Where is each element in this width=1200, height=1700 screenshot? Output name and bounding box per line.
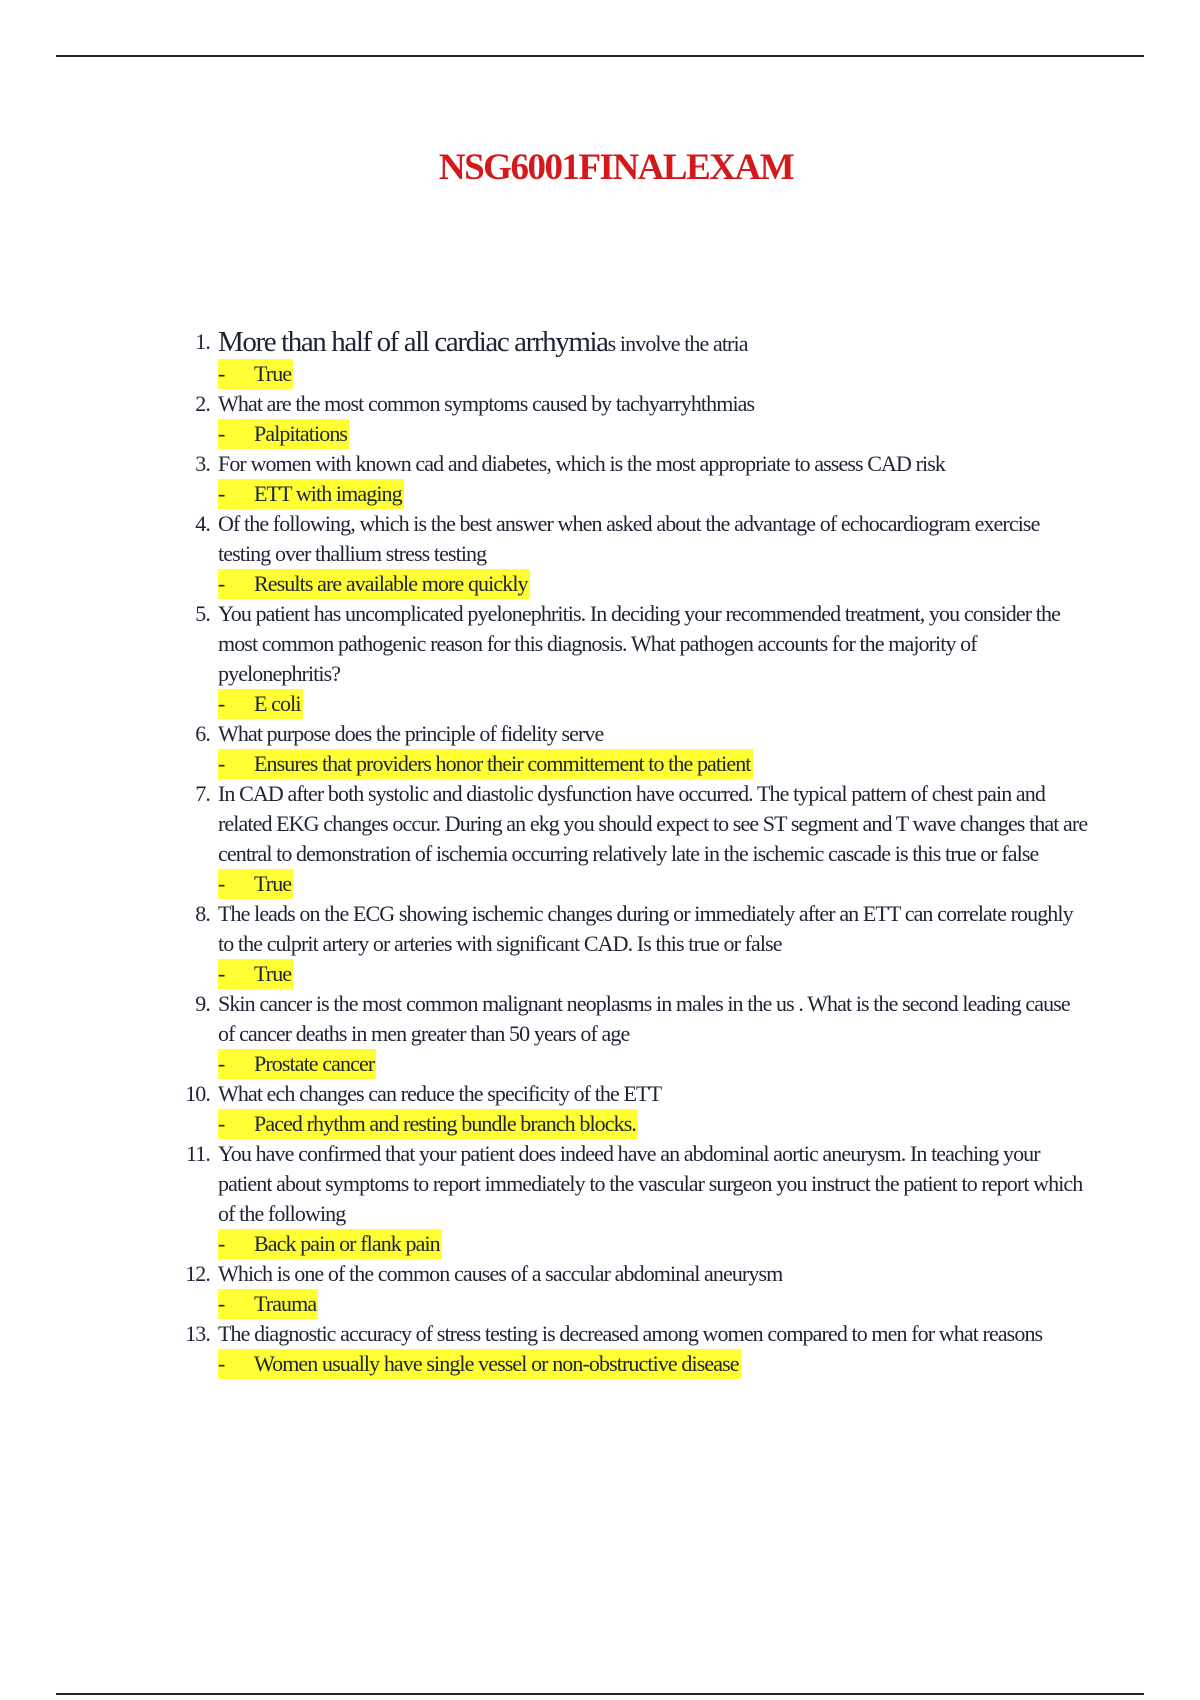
question-item bbox=[170, 1139, 1090, 1259]
question-text: What ech changes can reduce the specificity of the ETT bbox=[218, 1081, 662, 1106]
question-number: 10. bbox=[185, 1081, 210, 1106]
answer-highlight bbox=[218, 419, 349, 449]
answer-text: Trauma bbox=[254, 1291, 317, 1316]
question-number: 3. bbox=[195, 451, 210, 476]
question-lead-text: More than half of all cardiac arrhymia bbox=[218, 326, 608, 358]
question-text: You patient has uncomplicated pyelonephritis. In deciding your recommended treatment, you consider the most common pathogenic reason for this diagnosis. What pathogen accounts for the majority of pyelonephritis? bbox=[218, 601, 1060, 686]
question-number: 2. bbox=[195, 391, 210, 416]
question-item bbox=[170, 899, 1090, 989]
answer-text: Palpitations bbox=[254, 421, 348, 446]
question-item bbox=[170, 327, 1090, 389]
answer-dash: - bbox=[218, 1231, 225, 1256]
answer-dash: - bbox=[218, 571, 225, 596]
answer-highlight bbox=[218, 959, 293, 989]
footer-rule bbox=[56, 1693, 1144, 1695]
answer-dash: - bbox=[218, 871, 225, 896]
question-number: 6. bbox=[195, 721, 210, 746]
answer-highlight bbox=[218, 1049, 376, 1079]
answer-text: Results are available more quickly bbox=[254, 571, 528, 596]
question-list bbox=[170, 327, 1090, 1379]
question-text: In CAD after both systolic and diastolic dysfunction have occurred. The typical pattern of chest pain and related EKG changes occur. During an ekg you should expect to see ST segment and T wave changes that are central to demonstration of ischemia occurring relatively late in the ischemic cascade is this true or false bbox=[218, 781, 1088, 866]
question-text: For women with known cad and diabetes, which is the most appropriate to assess CAD risk bbox=[218, 451, 946, 476]
answer-text: E coli bbox=[254, 691, 301, 716]
answer-dash: - bbox=[218, 1351, 225, 1376]
answer-text: Women usually have single vessel or non-obstructive disease bbox=[254, 1351, 739, 1376]
answer-text: True bbox=[254, 361, 292, 386]
question-number: 5. bbox=[195, 601, 210, 626]
question-item bbox=[170, 599, 1090, 719]
answer-highlight bbox=[218, 1289, 318, 1319]
header-rule bbox=[56, 55, 1144, 57]
answer-highlight bbox=[218, 749, 753, 779]
question-item bbox=[170, 389, 1090, 449]
answer-text: True bbox=[254, 961, 292, 986]
question-text: The diagnostic accuracy of stress testing is decreased among women compared to men for what reasons bbox=[218, 1321, 1043, 1346]
question-text: Skin cancer is the most common malignant neoplasms in males in the us . What is the second leading cause of cancer deaths in men greater than 50 years of age bbox=[218, 991, 1070, 1046]
question-number: 12. bbox=[185, 1261, 210, 1286]
answer-highlight bbox=[218, 359, 293, 389]
answer-dash: - bbox=[218, 961, 225, 986]
question-number: 8. bbox=[195, 901, 210, 926]
answer-dash: - bbox=[218, 1051, 225, 1076]
question-text: Of the following, which is the best answer when asked about the advantage of echocardiogram exercise testing over thallium stress testing bbox=[218, 511, 1040, 566]
question-item bbox=[170, 1319, 1090, 1379]
answer-dash: - bbox=[218, 1111, 225, 1136]
answer-highlight bbox=[218, 1109, 638, 1139]
answer-text: Back pain or flank pain bbox=[254, 1231, 440, 1256]
question-number: 13. bbox=[185, 1321, 210, 1346]
answer-text: ETT with imaging bbox=[254, 481, 402, 506]
question-text: You have confirmed that your patient does indeed have an abdominal aortic aneurysm. In teaching your patient about symptoms to report immediately to the vascular surgeon you instruct the patient to report which of the following bbox=[218, 1141, 1083, 1226]
question-number: 9. bbox=[195, 991, 210, 1016]
question-number: 11. bbox=[186, 1141, 210, 1166]
answer-dash: - bbox=[218, 1291, 225, 1316]
question-item bbox=[170, 449, 1090, 509]
question-number: 4. bbox=[195, 511, 210, 536]
answer-text: Ensures that providers honor their committement to the patient bbox=[254, 751, 751, 776]
answer-dash: - bbox=[218, 421, 225, 446]
answer-highlight bbox=[218, 689, 303, 719]
question-text: What purpose does the principle of fidelity serve bbox=[218, 721, 604, 746]
answer-dash: - bbox=[218, 361, 225, 386]
answer-dash: - bbox=[218, 691, 225, 716]
question-item bbox=[170, 509, 1090, 599]
question-item bbox=[170, 779, 1090, 899]
answer-highlight bbox=[218, 569, 530, 599]
question-text bbox=[218, 327, 1090, 359]
answer-text: Prostate cancer bbox=[254, 1051, 375, 1076]
answer-highlight bbox=[218, 479, 404, 509]
question-number: 1. bbox=[195, 329, 210, 354]
question-item bbox=[170, 989, 1090, 1079]
answer-text: Paced rhythm and resting bundle branch blocks. bbox=[254, 1111, 636, 1136]
answer-dash: - bbox=[218, 751, 225, 776]
question-text-tail: s involve the atria bbox=[607, 331, 748, 356]
answer-dash: - bbox=[218, 481, 225, 506]
question-item bbox=[170, 719, 1090, 779]
answer-highlight bbox=[218, 1349, 741, 1379]
question-text: The leads on the ECG showing ischemic changes during or immediately after an ETT can correlate roughly to the culprit artery or arteries with significant CAD. Is this true or false bbox=[218, 901, 1073, 956]
question-text: Which is one of the common causes of a saccular abdominal aneurysm bbox=[218, 1261, 783, 1286]
answer-highlight bbox=[218, 1229, 442, 1259]
answer-highlight bbox=[218, 869, 293, 899]
question-number: 7. bbox=[195, 781, 210, 806]
page-title: NSG6001FINALEXAM bbox=[438, 147, 794, 188]
question-item bbox=[170, 1079, 1090, 1139]
question-text: What are the most common symptoms caused by tachyarryhthmias bbox=[218, 391, 755, 416]
answer-text: True bbox=[254, 871, 292, 896]
question-item bbox=[170, 1259, 1090, 1319]
